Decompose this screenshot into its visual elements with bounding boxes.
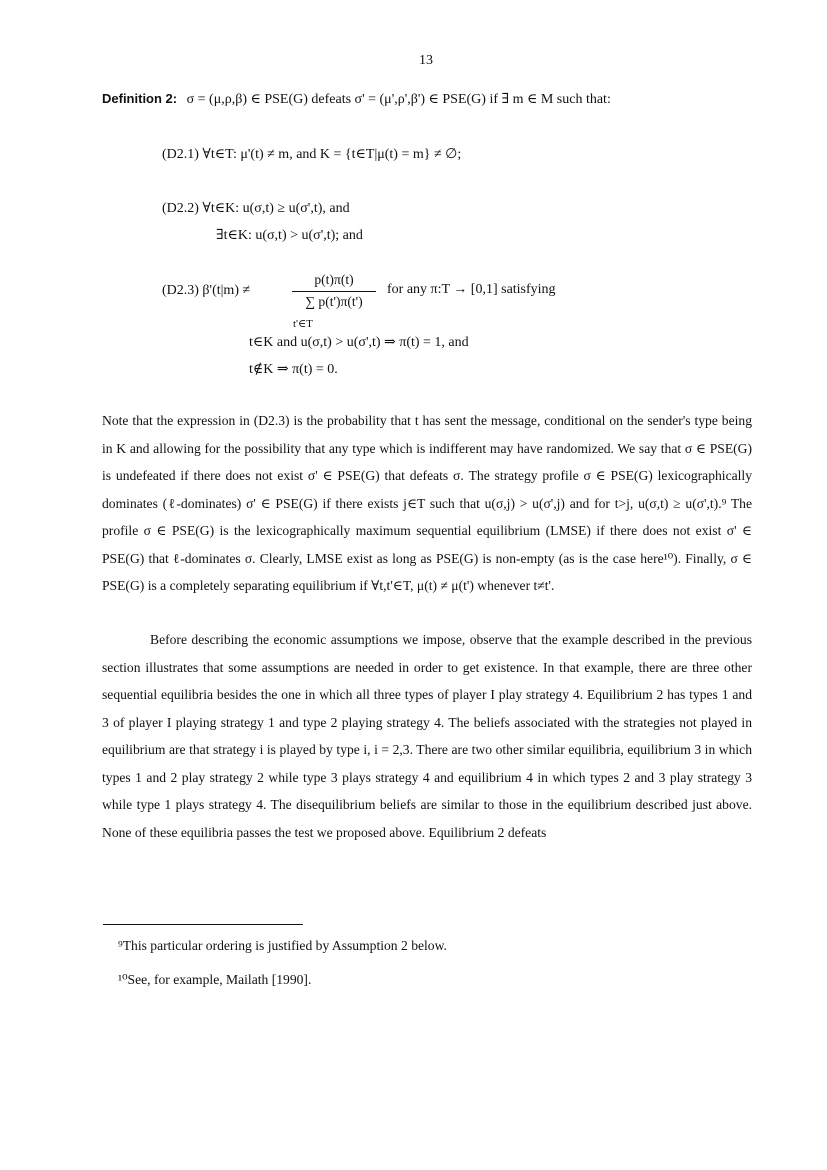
page-number: 13 [419,53,433,68]
footnote-rule [103,924,303,925]
condition-d22-a: (D2.2) ∀t∈K: u(σ,t) ≥ u(σ',t), and [162,201,350,216]
condition-d21: (D2.1) ∀t∈T: μ'(t) ≠ m, and K = {t∈T|μ(t) = m} ≠ ∅; [162,147,462,162]
d23-sum-index: t'∈T [293,318,313,330]
condition-d23-c1: t∈K and u(σ,t) > u(σ',t) ⇒ π(t) = 1, and [249,335,469,350]
footnote-10: ¹⁰See, for example, Mailath [1990]. [118,972,312,987]
condition-d23-c2: t∉K ⇒ π(t) = 0. [249,362,338,377]
definition-label: Definition 2: [102,91,178,106]
d23-denominator: ∑ p(t')π(t') [305,294,363,309]
paragraph-note: Note that the expression in (D2.3) is the probability that t has sent the message, conditional on the sender's type being in K and allowing for the possibility that any type which is indifferent may have randomized. We say that σ ∈ PSE(G) is undefeated if there does not exist σ' ∈ PSE(G) that defeats σ. The strategy profile σ ∈ PSE(G) lexicographically dominates (ℓ-dominates) σ' ∈ PSE(G) if there exists j∈T such that u(σ,j) > u(σ',j) and for t>j, u(σ,t) ≥ u(σ',t).⁹ The profile σ ∈ PSE(G) is the lexicographically maximum sequential equilibrium (LMSE) if there does not exist σ' ∈ PSE(G) that ℓ-dominates σ. Clearly, LMSE exist as long as PSE(G) is non-empty (as is the case here¹⁰). Finally, σ ∈ PSE(G) is a completely separating equilibrium if ∀t,t'∈T, μ(t) ≠ μ(t') whenever t≠t'. [102,413,752,593]
condition-d23-tail: for any π:T → [0,1] satisfying [387,282,556,297]
condition-d22-b: ∃t∈K: u(σ,t) > u(σ',t); and [216,228,363,243]
definition-line [102,91,611,108]
d23-fraction-bar [292,291,376,292]
d23-numerator: p(t)π(t) [314,272,354,287]
footnote-9: ⁹This particular ordering is justified by Assumption 2 below. [118,938,447,953]
paragraph-examples: Before describing the economic assumptions we impose, observe that the example described in the previous section illustrates that some assumptions are needed in order to get existence. In that example, there are three other sequential equilibria besides the one in which all three types of player I play strategy 4. Equilibrium 2 has types 1 and 3 of player I playing strategy 1 and type 2 playing strategy 4. The beliefs associated with the strategies not played in equilibrium are that strategy i is played by type i, i = 2,3. There are two other similar equilibria, equilibrium 3 in which types 1 and 2 play strategy 2 while type 3 plays strategy 4 and equilibrium 4 in which types 2 and 3 play strategy 3 while type 1 plays strategy 4. The disequilibrium beliefs are similar to those in the equilibrium described just above. None of these equilibria passes the test we proposed above. Equilibrium 2 defeats [102,632,752,840]
definition-text: σ = (μ,ρ,β) ∈ PSE(G) defeats σ' = (μ',ρ',β') ∈ PSE(G) if ∃ m ∈ M such that: [186,92,611,107]
condition-d23-label: (D2.3) β'(t|m) ≠ [162,283,251,298]
